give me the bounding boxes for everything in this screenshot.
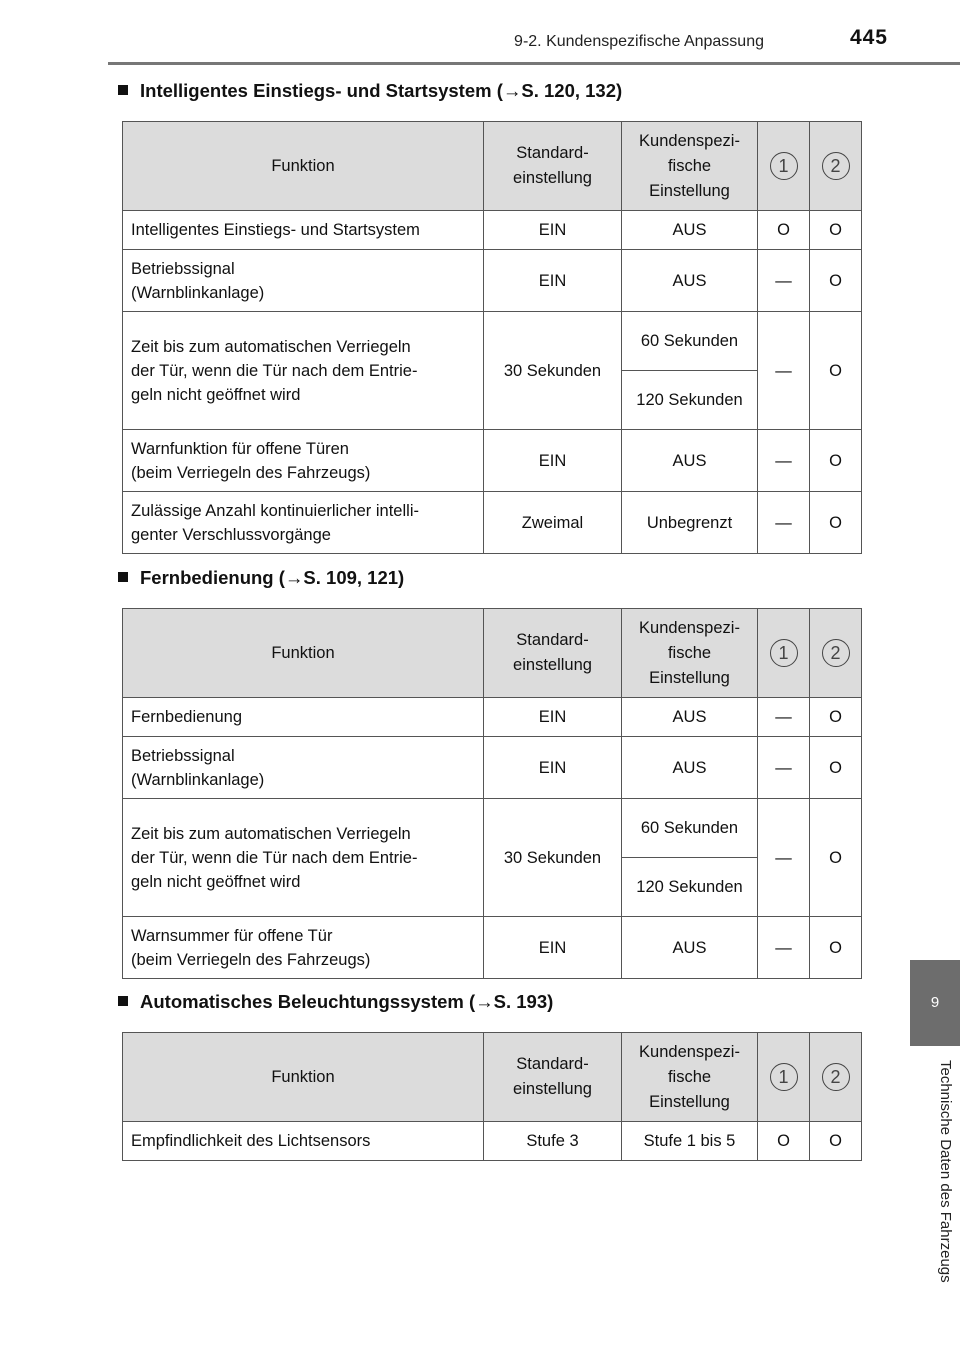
- circled-number-2-icon: 2: [822, 639, 850, 667]
- col1-cell: O: [758, 211, 810, 250]
- function-cell: Empfindlichkeit des Lichtsensors: [123, 1122, 484, 1161]
- function-cell: Zulässige Anzahl kontinuierlicher intelli- genter Verschlussvorgänge: [123, 492, 484, 554]
- col2-cell: O: [810, 250, 862, 312]
- custom-options-cell: [622, 799, 758, 917]
- circled-number-1-icon: 1: [770, 152, 798, 180]
- col2-cell: O: [810, 1122, 862, 1161]
- standard-cell: 30 Sekunden: [484, 799, 622, 917]
- table-header-row: [123, 122, 862, 211]
- settings-table: [122, 121, 862, 554]
- square-bullet-icon: [118, 85, 128, 95]
- col2-cell: O: [810, 312, 862, 430]
- page-number: 445: [849, 26, 888, 49]
- circled-number-2-icon: 2: [822, 152, 850, 180]
- col1-cell: —: [758, 492, 810, 554]
- chapter-tab: 9: [910, 960, 960, 1046]
- table-row: [123, 917, 862, 979]
- col2-cell: O: [810, 430, 862, 492]
- square-bullet-icon: [118, 996, 128, 1006]
- custom-cell: AUS: [622, 430, 758, 492]
- section-title: 9-2. Kundenspezifische Anpassung: [514, 33, 764, 50]
- chapter-title: Technische Daten des Fahrzeugs: [937, 1060, 954, 1283]
- function-cell: Betriebssignal (Warnblinkanlage): [123, 250, 484, 312]
- table-row: [123, 1122, 862, 1161]
- col1-cell: —: [758, 917, 810, 979]
- section-heading-text: Fernbedienung (→S. 109, 121): [140, 567, 405, 588]
- table-row: [123, 737, 862, 799]
- table-row: [123, 799, 862, 917]
- header-col-2: [810, 1033, 862, 1122]
- header-standard: Standard- einstellung: [484, 122, 622, 211]
- col1-cell: —: [758, 698, 810, 737]
- standard-cell: EIN: [484, 917, 622, 979]
- circled-number-1-icon: 1: [770, 639, 798, 667]
- col2-cell: O: [810, 737, 862, 799]
- custom-cell: Unbegrenzt: [622, 492, 758, 554]
- col2-cell: O: [810, 799, 862, 917]
- function-cell: Zeit bis zum automatischen Verriegeln der Tür, wenn die Tür nach dem Entrie- geln nicht geöffnet wird: [123, 799, 484, 917]
- custom-option: 60 Sekunden: [622, 799, 757, 858]
- standard-cell: EIN: [484, 211, 622, 250]
- custom-cell: AUS: [622, 250, 758, 312]
- col2-cell: O: [810, 211, 862, 250]
- table-row: [123, 312, 862, 430]
- header-funktion: Funktion: [123, 609, 484, 698]
- circled-number-1-icon: 1: [770, 1063, 798, 1091]
- header-col-1: [758, 1033, 810, 1122]
- table-row: [123, 250, 862, 312]
- function-cell: Warnfunktion für offene Türen (beim Verriegeln des Fahrzeugs): [123, 430, 484, 492]
- header-standard: Standard- einstellung: [484, 609, 622, 698]
- custom-cell: AUS: [622, 737, 758, 799]
- col2-cell: O: [810, 917, 862, 979]
- header-rule: [108, 62, 960, 65]
- custom-option: 120 Sekunden: [636, 391, 743, 409]
- custom-cell: AUS: [622, 917, 758, 979]
- col1-cell: —: [758, 250, 810, 312]
- header-funktion: Funktion: [123, 1033, 484, 1122]
- header-standard: Standard- einstellung: [484, 1033, 622, 1122]
- standard-cell: Zweimal: [484, 492, 622, 554]
- square-bullet-icon: [118, 572, 128, 582]
- header-custom: Kundenspezi- fische Einstellung: [622, 1033, 758, 1122]
- circled-number-2-icon: 2: [822, 1063, 850, 1091]
- custom-option: 120 Sekunden: [636, 878, 743, 896]
- settings-table: [122, 608, 862, 979]
- custom-option: 60 Sekunden: [622, 312, 757, 371]
- standard-cell: EIN: [484, 698, 622, 737]
- table-row: [123, 492, 862, 554]
- col1-cell: —: [758, 737, 810, 799]
- section-heading-text: Automatisches Beleuchtungssystem (→S. 193): [140, 991, 554, 1012]
- section-heading-text: Intelligentes Einstiegs- und Startsystem (→S. 120, 132): [140, 80, 623, 101]
- standard-cell: Stufe 3: [484, 1122, 622, 1161]
- standard-cell: EIN: [484, 430, 622, 492]
- custom-options-cell: [622, 312, 758, 430]
- header-col-2: [810, 609, 862, 698]
- section-heading: [118, 567, 404, 589]
- table-row: [123, 430, 862, 492]
- function-cell: Betriebssignal (Warnblinkanlage): [123, 737, 484, 799]
- table-row: [123, 211, 862, 250]
- function-cell: Zeit bis zum automatischen Verriegeln der Tür, wenn die Tür nach dem Entrie- geln nicht geöffnet wird: [123, 312, 484, 430]
- function-cell: Fernbedienung: [123, 698, 484, 737]
- col2-cell: O: [810, 492, 862, 554]
- col2-cell: O: [810, 698, 862, 737]
- table-header-row: [123, 1033, 862, 1122]
- header-col-1: [758, 122, 810, 211]
- custom-cell: AUS: [622, 211, 758, 250]
- custom-cell: AUS: [622, 698, 758, 737]
- section-heading: [118, 991, 553, 1013]
- col1-cell: O: [758, 1122, 810, 1161]
- col1-cell: —: [758, 799, 810, 917]
- page-header: [0, 0, 960, 62]
- header-funktion: Funktion: [123, 122, 484, 211]
- standard-cell: EIN: [484, 737, 622, 799]
- standard-cell: 30 Sekunden: [484, 312, 622, 430]
- standard-cell: EIN: [484, 250, 622, 312]
- function-cell: Intelligentes Einstiegs- und Startsystem: [123, 211, 484, 250]
- function-cell: Warnsummer für offene Tür (beim Verriegeln des Fahrzeugs): [123, 917, 484, 979]
- table-header-row: [123, 609, 862, 698]
- section-heading: [118, 80, 622, 102]
- col1-cell: —: [758, 312, 810, 430]
- settings-table: [122, 1032, 862, 1161]
- header-col-1: [758, 609, 810, 698]
- header-col-2: [810, 122, 862, 211]
- col1-cell: —: [758, 430, 810, 492]
- header-custom: Kundenspezi- fische Einstellung: [622, 609, 758, 698]
- table-row: [123, 698, 862, 737]
- header-custom: Kundenspezi- fische Einstellung: [622, 122, 758, 211]
- custom-cell: Stufe 1 bis 5: [622, 1122, 758, 1161]
